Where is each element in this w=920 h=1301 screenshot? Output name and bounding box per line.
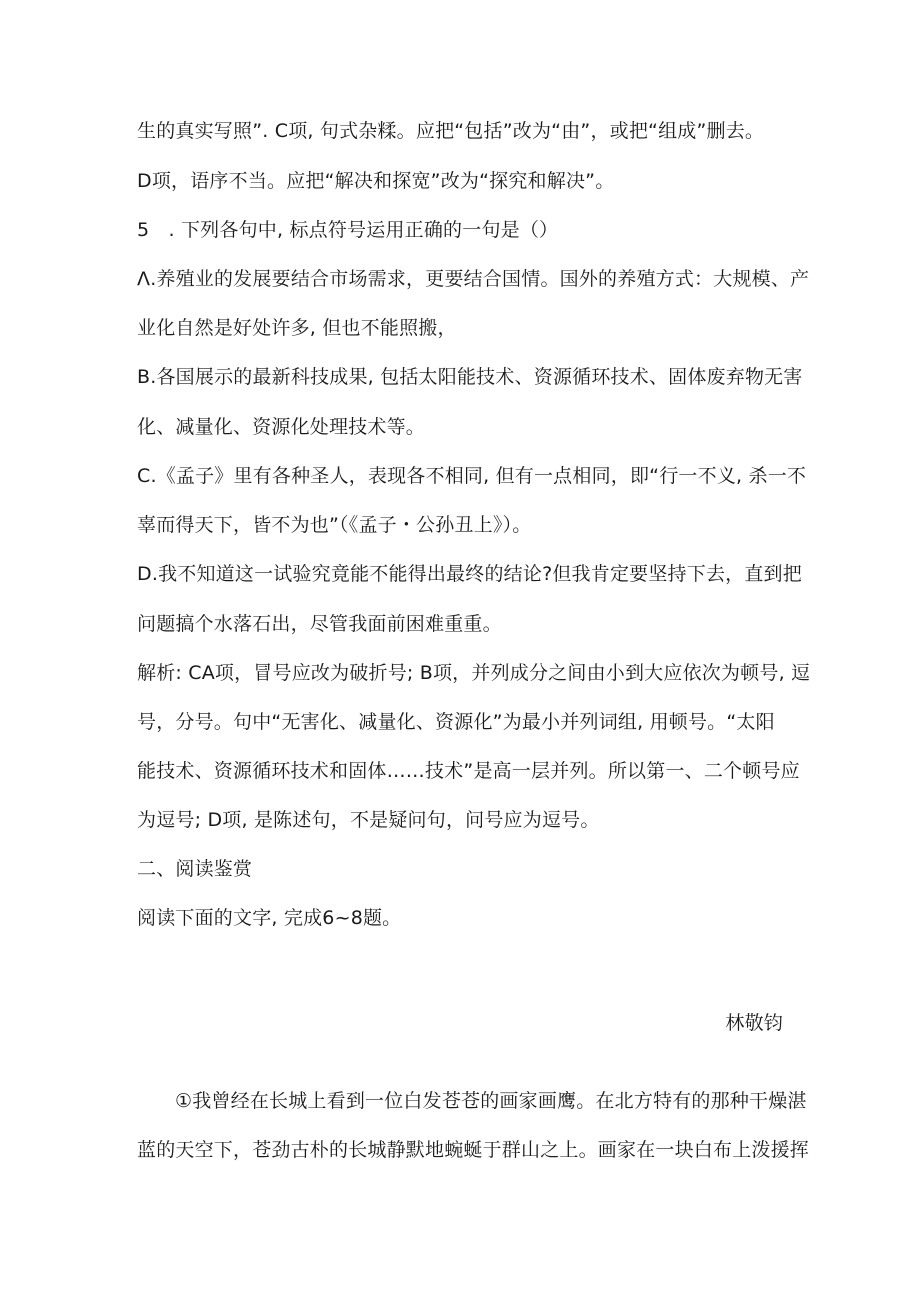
option-a-line: 业化自然是好处许多, 但也不能照搬， xyxy=(137,317,457,339)
section-heading: 二、阅读鉴赏 xyxy=(137,858,253,880)
text-line: D项，语序不当。应把“解决和探宽”改为“探究和解决”。 xyxy=(137,170,615,192)
reading-instruction: 阅读下面的文字, 完成6~8题。 xyxy=(137,907,402,929)
paragraph-line: ①我曾经在长城上看到一位白发苍苍的画家画鹰。在北方特有的那种干燥湛 xyxy=(175,1090,807,1112)
analysis-line: 号，分号。句中“无害化、减量化、资源化”为最小并列词组, 用顿号。“太阳 xyxy=(137,711,775,733)
question-5: 5 . 下列各句中, 标点符号运用正确的一句是（） xyxy=(137,219,559,241)
option-d-line: 问题搞个水落石出，尽管我面前困难重重。 xyxy=(137,613,502,635)
analysis-line: 为逗号; D项, 是陈述句，不是疑问句，问号应为逗号。 xyxy=(137,809,600,831)
author-name: 林敬钧 xyxy=(725,1012,783,1034)
text-line: 生的真实写照”. C项, 句式杂糅。应把“包括”改为“由”，或把“组成”删去。 xyxy=(137,120,765,142)
paragraph-line: 蓝的天空下，苍劲古朴的长城静默地蜿蜒于群山之上。画家在一块白布上泼援挥 xyxy=(137,1139,810,1161)
analysis-line: 解析: CA项，冒号应改为破折号; B项，并列成分之间由小到大应依次为顿号, 逗 xyxy=(137,662,811,684)
option-c-line: C.《孟子》里有各种圣人，表现各不相同, 但有一点相同，即“行一不义, 杀一不 xyxy=(137,465,807,487)
option-a-line: Λ.养殖业的发展要结合市场需求，更要结合国情。国外的养殖方式：大规模、产 xyxy=(137,268,810,290)
option-c-line: 辜而得天下，皆不为也”（《孟子・公孙丑上》）。 xyxy=(137,514,532,536)
option-b-line: B.各国展示的最新科技成果, 包括太阳能技术、资源循环技术、固体废弃物无害 xyxy=(137,366,803,388)
option-d-line: D.我不知道这一试验究竟能不能得出最终的结论?但我肯定要坚持下去，直到把 xyxy=(137,563,802,585)
analysis-line: 能技术、资源循环技术和固体……技术”是高一层并列。所以第一、二个顿号应 xyxy=(137,760,800,782)
option-b-line: 化、减量化、资源化处理技术等。 xyxy=(137,416,426,438)
